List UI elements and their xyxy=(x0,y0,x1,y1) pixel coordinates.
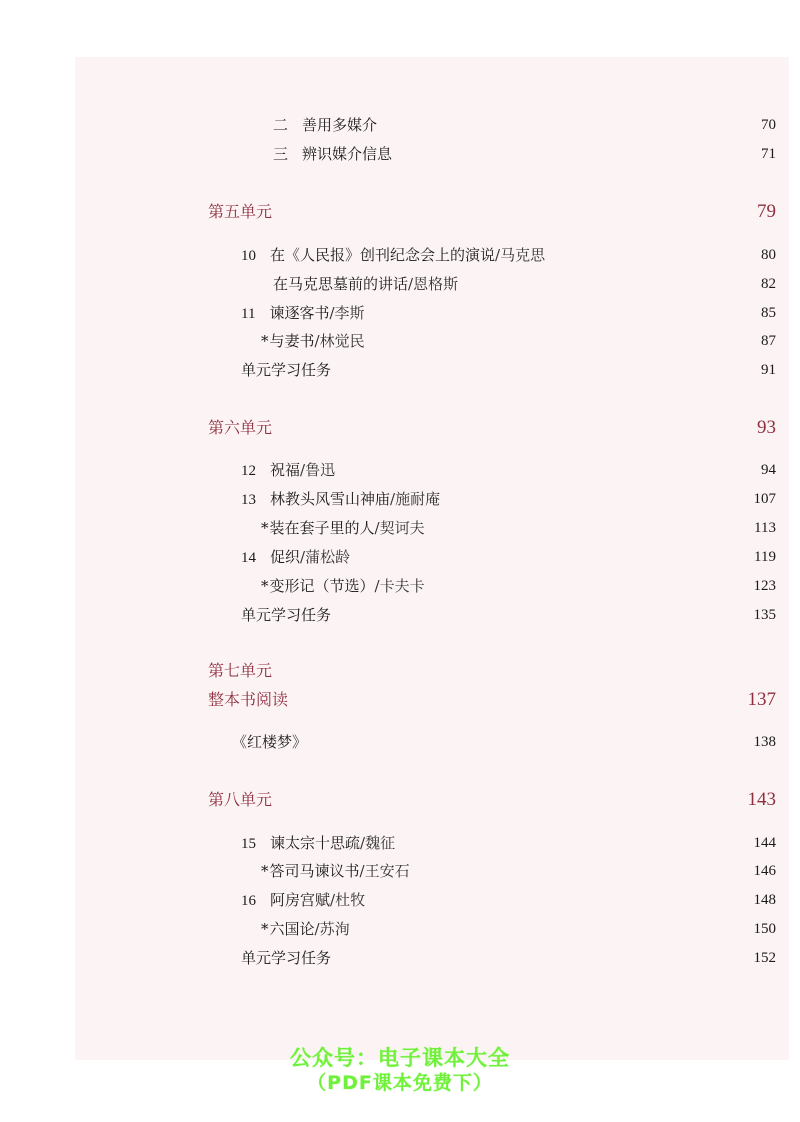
page-number: 94 xyxy=(761,462,776,478)
optional-star: * xyxy=(261,519,269,537)
unit-page-number: 93 xyxy=(757,417,776,438)
unit-subheading[interactable] xyxy=(75,688,789,712)
page-number: 148 xyxy=(753,892,776,908)
entry-author: /施耐庵 xyxy=(390,490,441,508)
entry-title: 单元学习任务 xyxy=(241,361,332,379)
entry-author: /李斯 xyxy=(329,304,365,322)
lesson-number: 12 xyxy=(241,463,256,479)
entry-author: /苏洵 xyxy=(314,920,350,938)
entry-title: 祝福 xyxy=(270,461,301,479)
entry-title: 在《人民报》创刊纪念会上的演说 xyxy=(270,246,496,264)
entry-title: 答司马谏议书 xyxy=(269,862,360,880)
page-number: 91 xyxy=(761,362,776,378)
toc-entry[interactable] xyxy=(75,545,789,569)
unit-heading[interactable] xyxy=(75,200,789,224)
optional-star: * xyxy=(261,920,269,938)
entry-title: 林教头风雪山神庙 xyxy=(270,490,391,508)
toc-entry[interactable] xyxy=(75,888,789,912)
unit-title: 第七单元 xyxy=(208,661,273,680)
entry-title: 阿房宫赋 xyxy=(270,891,331,909)
entry-author: /鲁迅 xyxy=(300,461,336,479)
toc-entry[interactable] xyxy=(75,301,789,325)
entry-title: 六国论 xyxy=(269,920,315,938)
toc-entry[interactable] xyxy=(75,272,789,296)
toc-entry[interactable] xyxy=(75,142,789,166)
lesson-number: 14 xyxy=(241,550,256,566)
page-number: 80 xyxy=(761,247,776,263)
entry-author: /马克思 xyxy=(495,246,546,264)
toc-entry[interactable] xyxy=(75,458,789,482)
entry-title: 装在套子里的人 xyxy=(269,519,375,537)
entry-author: /蒲松龄 xyxy=(300,548,351,566)
toc-entry[interactable] xyxy=(75,730,789,754)
page-number: 135 xyxy=(753,607,776,623)
entry-title: 与妻书 xyxy=(269,332,315,350)
page-number: 70 xyxy=(761,117,776,133)
toc-entry[interactable] xyxy=(75,487,789,511)
page-number: 113 xyxy=(754,520,776,536)
entry-title: 辨识媒介信息 xyxy=(302,145,393,163)
entry-title: 谏太宗十思疏 xyxy=(270,834,361,852)
toc-entry[interactable] xyxy=(75,358,789,382)
optional-star: * xyxy=(261,577,269,595)
lesson-number: 16 xyxy=(241,893,256,909)
unit-heading[interactable] xyxy=(75,659,789,683)
page-number: 150 xyxy=(753,921,776,937)
optional-star: * xyxy=(261,332,269,350)
page-number: 71 xyxy=(761,146,776,162)
unit-subtitle: 整本书阅读 xyxy=(208,690,289,709)
entry-title: 《红楼梦》 xyxy=(232,733,308,751)
toc-entry[interactable] xyxy=(75,946,789,970)
unit-heading[interactable] xyxy=(75,416,789,440)
toc-page xyxy=(75,57,789,1060)
toc-entry[interactable] xyxy=(75,831,789,855)
entry-author: /魏征 xyxy=(360,834,396,852)
optional-star: * xyxy=(261,862,269,880)
entry-title: 变形记（节选） xyxy=(269,577,375,595)
entry-title: 促织 xyxy=(270,548,301,566)
entry-author: /恩格斯 xyxy=(408,275,459,293)
page-number: 123 xyxy=(753,578,776,594)
unit-page-number: 137 xyxy=(747,689,776,710)
unit-title: 第八单元 xyxy=(208,790,273,809)
watermark-line-2: （PDF课本免费下） xyxy=(307,1072,493,1094)
entry-author: /王安石 xyxy=(359,862,410,880)
unit-page-number: 79 xyxy=(757,201,776,222)
toc-entry[interactable] xyxy=(75,859,789,883)
watermark-line-1: 公众号：电子课本大全 xyxy=(290,1046,510,1070)
unit-heading[interactable] xyxy=(75,788,789,812)
toc-entry[interactable] xyxy=(75,329,789,353)
page-number: 119 xyxy=(754,549,776,565)
entry-title: 谏逐客书 xyxy=(269,304,330,322)
page-number: 107 xyxy=(753,491,776,507)
entry-title: 单元学习任务 xyxy=(241,949,332,967)
lesson-number: 13 xyxy=(241,492,256,508)
lesson-number: 11 xyxy=(241,306,256,322)
lesson-number: 10 xyxy=(241,248,256,264)
unit-page-number: 143 xyxy=(747,789,776,810)
entry-title: 善用多媒介 xyxy=(302,116,378,134)
entry-title: 单元学习任务 xyxy=(241,606,332,624)
toc-entry[interactable] xyxy=(75,516,789,540)
entry-author: /卡夫卡 xyxy=(374,577,425,595)
lesson-number: 15 xyxy=(241,836,256,852)
section-number: 三 xyxy=(273,147,289,163)
entry-author: /契诃夫 xyxy=(374,519,425,537)
unit-title: 第五单元 xyxy=(208,202,273,221)
toc-entry[interactable] xyxy=(75,917,789,941)
page-number: 82 xyxy=(761,276,776,292)
toc-entry[interactable] xyxy=(75,113,789,137)
entry-title: 在马克思墓前的讲话 xyxy=(273,275,409,293)
unit-title: 第六单元 xyxy=(208,418,273,437)
section-number: 二 xyxy=(273,118,289,134)
entry-author: /林觉民 xyxy=(314,332,365,350)
toc-entry[interactable] xyxy=(75,603,789,627)
entry-author: /杜牧 xyxy=(330,891,366,909)
toc-entry[interactable] xyxy=(75,574,789,598)
toc-entry[interactable] xyxy=(75,243,789,267)
page-number: 152 xyxy=(753,950,776,966)
page-number: 87 xyxy=(761,333,776,349)
page-number: 138 xyxy=(753,734,776,750)
page-number: 146 xyxy=(753,863,776,879)
page-number: 85 xyxy=(761,305,776,321)
page-number: 144 xyxy=(753,835,776,851)
